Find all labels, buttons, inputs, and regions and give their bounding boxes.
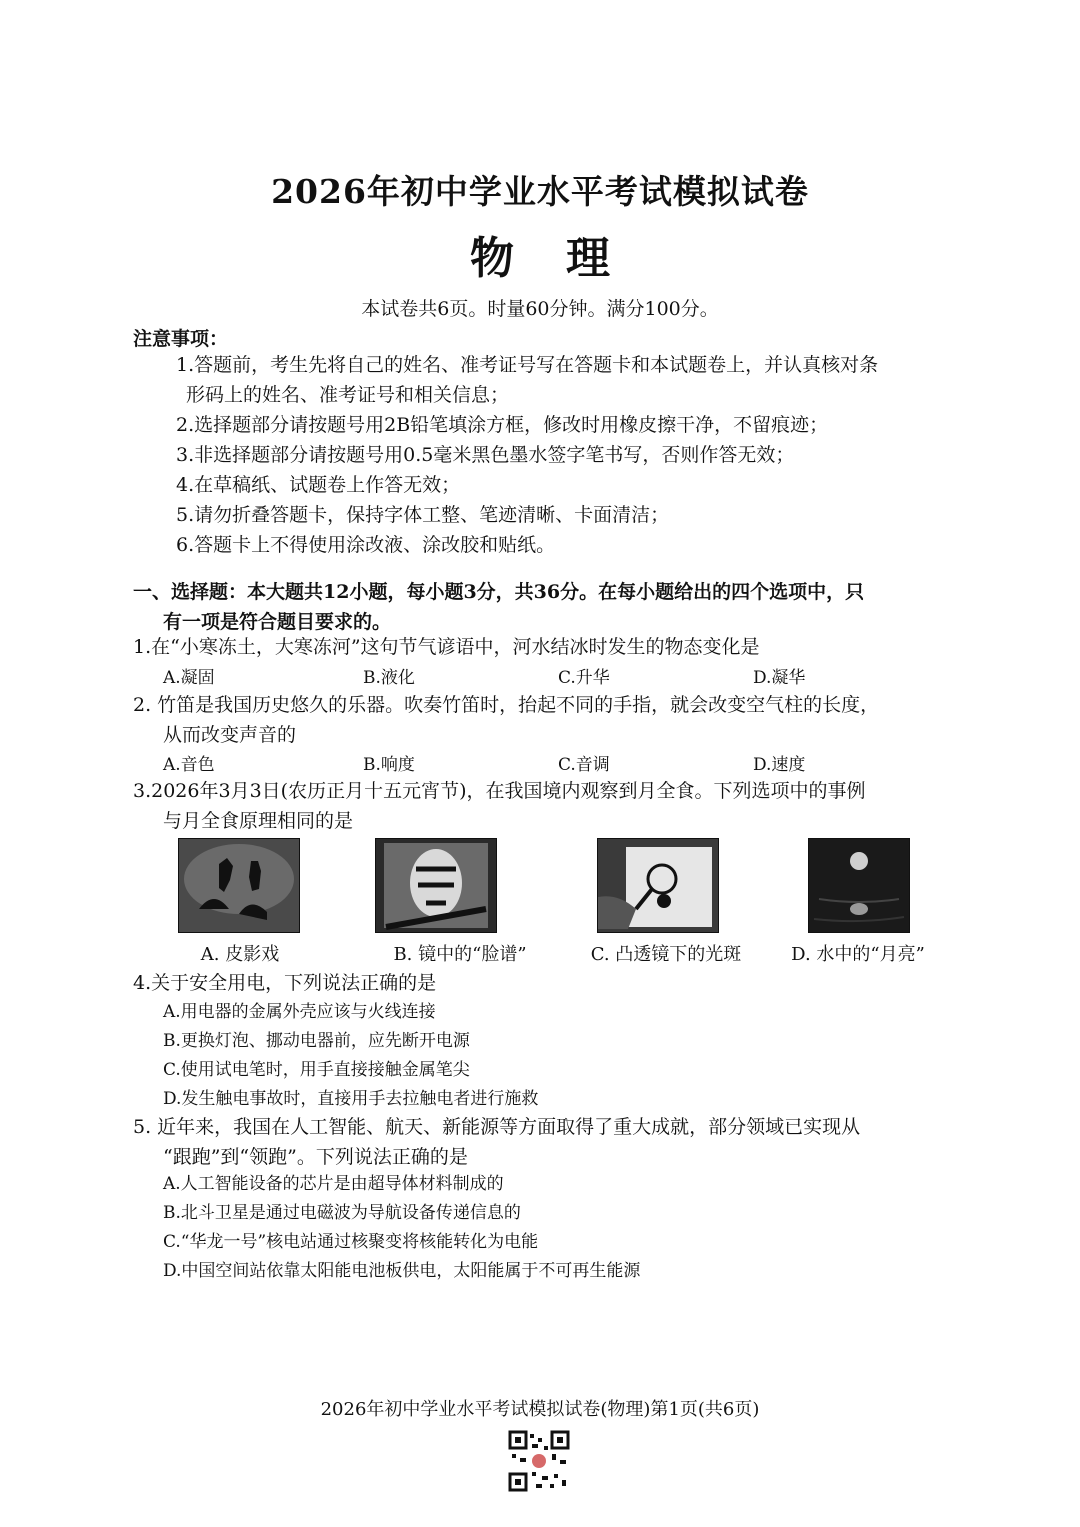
notice-list <box>176 350 878 560</box>
caption-d: D. 水中的“月亮” <box>791 944 925 965</box>
option-d: D.中国空间站依靠太阳能电池板供电，太阳能属于不可再生能源 <box>163 1261 641 1281</box>
question-4-stem: 4.关于安全用电，下列说法正确的是 <box>133 972 437 994</box>
convex-lens-photo <box>597 838 719 933</box>
option-d: D.凝华 <box>753 668 806 688</box>
question-2-stem-line1: 2. 竹笛是我国历史悠久的乐器。吹奏竹笛时，抬起不同的手指，就会改变空气柱的长度， <box>133 694 880 716</box>
question-3-stem-line1: 3.2026年3月3日(农历正月十五元宵节)，在我国境内观察到月全食。下列选项中的事例 <box>133 780 866 802</box>
convex-lens-illustration <box>598 839 718 932</box>
option-c: C.使用试电笔时，用手直接接触金属笔尖 <box>163 1060 470 1080</box>
option-d: D.速度 <box>753 755 806 775</box>
option-a: A.凝固 <box>163 668 215 688</box>
notice-item: 2.选择题部分请按题号用2B铅笔填涂方框，修改时用橡皮擦干净，不留痕迹； <box>176 414 829 436</box>
mirror-mask-illustration <box>376 839 496 932</box>
notice-item: 1.答题前，考生先将自己的姓名、准考证号写在答题卡和本试题卷上，并认真核对条 <box>176 354 879 376</box>
notice-heading: 注意事项： <box>133 328 229 350</box>
question-5-stem-line1: 5. 近年来，我国在人工智能、航天、新能源等方面取得了重大成就，部分领域已实现从 <box>133 1116 861 1138</box>
caption-b: B. 镜中的“脸谱” <box>393 944 527 965</box>
qr-code <box>508 1430 570 1492</box>
option-b: B.北斗卫星是通过电磁波为导航设备传递信息的 <box>163 1203 521 1223</box>
question-3-stem-line2: 与月全食原理相同的是 <box>163 810 354 832</box>
question-2-stem-line2: 从而改变声音的 <box>163 724 297 746</box>
option-d: D.发生触电事故时，直接用手去拉触电者进行施救 <box>163 1089 539 1109</box>
notice-item: 3.非选择题部分请按题号用0.5毫米黑色墨水签字笔书写，否则作答无效； <box>176 444 795 466</box>
option-b: B.更换灯泡、挪动电器前，应先断开电源 <box>163 1031 470 1051</box>
section-heading-line1: 一、选择题：本大题共12小题，每小题3分，共36分。在每小题给出的四个选项中，只 <box>133 581 865 603</box>
qr-code-graphic <box>508 1430 570 1492</box>
notice-item: 6.答题卡上不得使用涂改液、涂改胶和贴纸。 <box>176 534 556 556</box>
option-a: A.音色 <box>163 755 215 775</box>
mask-mirror-photo <box>375 838 497 933</box>
shadow-puppet-illustration <box>179 839 299 932</box>
option-c: C.音调 <box>558 755 610 775</box>
section-heading <box>133 577 953 637</box>
moon-water-photo <box>808 838 910 933</box>
question-4-options <box>163 998 538 1114</box>
question-1-stem: 1.在“小寒冻土，大寒冻河”这句节气谚语中，河水结冰时发生的物态变化是 <box>133 636 760 658</box>
question-2 <box>133 690 953 750</box>
notice-item: 4.在草稿纸、试题卷上作答无效； <box>176 474 461 496</box>
notice-item-cont: 形码上的姓名、准考证号和相关信息； <box>186 384 510 406</box>
caption-a: A. 皮影戏 <box>200 944 280 965</box>
section-heading-line2: 有一项是符合题目要求的。 <box>163 611 392 633</box>
question-5-options <box>163 1170 640 1286</box>
shadow-puppet-photo <box>178 838 300 933</box>
page-footer: 2026年初中学业水平考试模拟试卷(物理)第1页(共6页) <box>320 1399 760 1420</box>
exam-title: 2026年初中学业水平考试模拟试卷 <box>271 172 809 211</box>
option-a: A.人工智能设备的芯片是由超导体材料制成的 <box>163 1174 504 1194</box>
option-a: A.用电器的金属外壳应该与火线连接 <box>163 1002 436 1022</box>
exam-meta: 本试卷共6页。时量60分钟。满分100分。 <box>361 298 719 320</box>
subject-title: 物理 <box>470 233 662 284</box>
moon-reflection-illustration <box>809 839 909 932</box>
caption-c: C. 凸透镜下的光斑 <box>590 944 742 965</box>
notice-item: 5.请勿折叠答题卡，保持字体工整、笔迹清晰、卡面清洁； <box>176 504 670 526</box>
question-5-stem-line2: “跟跑”到“领跑”。下列说法正确的是 <box>163 1146 468 1168</box>
question-3 <box>133 776 953 836</box>
question-5 <box>133 1112 953 1172</box>
option-c: C.“华龙一号”核电站通过核聚变将核能转化为电能 <box>163 1232 539 1252</box>
option-b: B.液化 <box>363 668 415 688</box>
option-b: B.响度 <box>363 755 415 775</box>
option-c: C.升华 <box>558 668 610 688</box>
